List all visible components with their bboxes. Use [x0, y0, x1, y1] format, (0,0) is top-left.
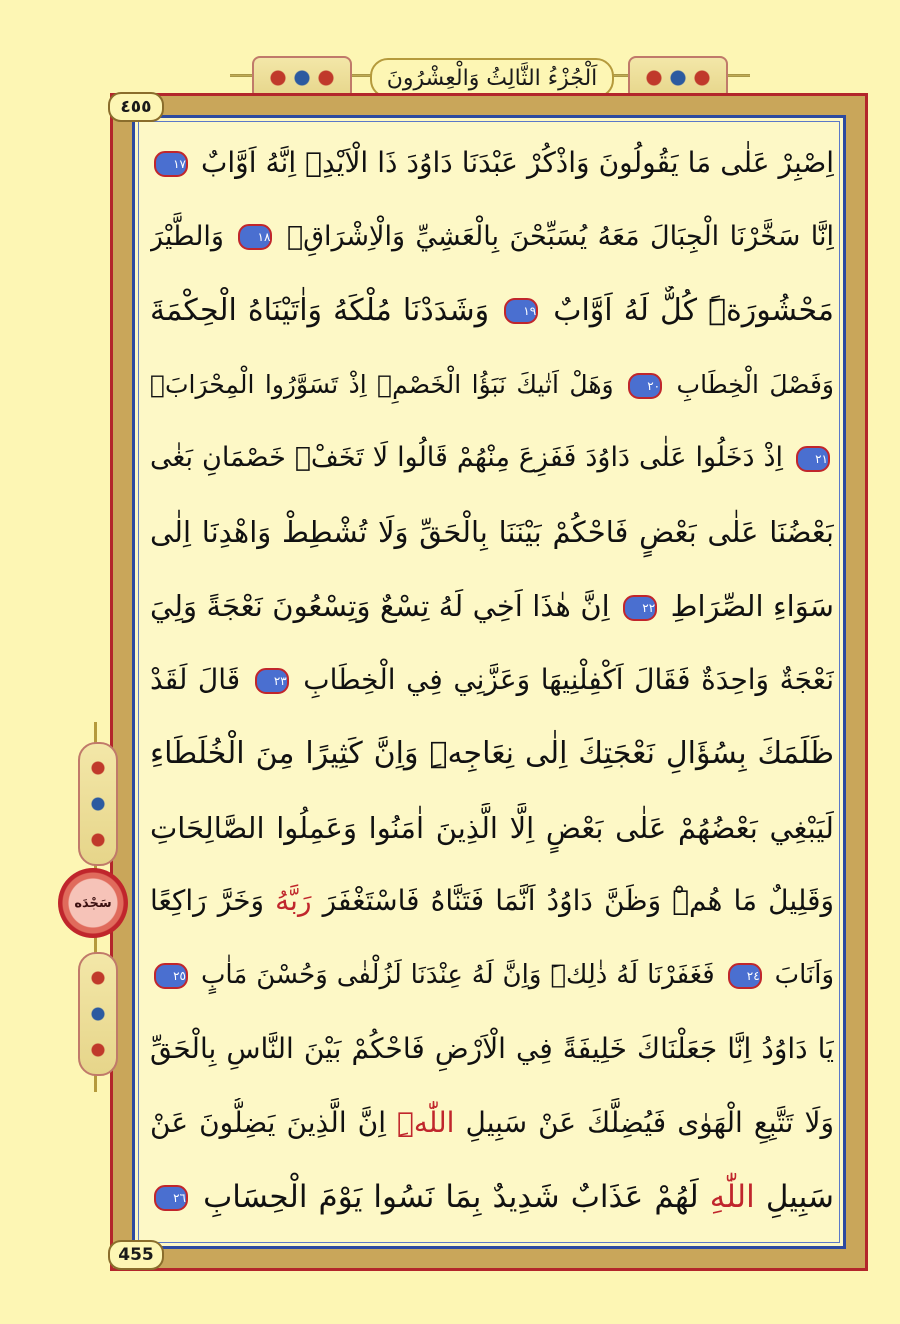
ayah-number-marker: ٢٢	[623, 595, 657, 621]
verse-text: وَلَا تَتَّبِعِ الْهَوٰى فَيُضِلَّكَ عَنْ سَبِيلِ	[465, 1105, 834, 1139]
ayah-number-marker: ٢٤	[728, 963, 762, 989]
verse-text: فَغَفَرْنَا لَهُ ذٰلِكَۜ وَاِنَّ لَهُ عِنْدَنَا لَزُلْفٰى وَحُسْنَ مَاٰبٍ	[200, 960, 715, 991]
verse-text: وَاَنَابَ	[774, 960, 834, 991]
text-line	[150, 212, 834, 268]
verse-text: سَبِيلِ	[765, 1178, 834, 1215]
verse-text: مَحْشُورَةًۜ كُلٌّ لَهُ اَوَّابٌ	[553, 292, 834, 328]
verse-text: وَهَلْ اَتٰيكَ نَبَؤُا الْخَصْمِۢ اِذْ تَسَوَّرُوا الْمِحْرَابَۙ	[150, 369, 614, 399]
text-line	[150, 1172, 834, 1228]
text-line	[150, 138, 834, 194]
verse-text: وَالطَّيْرَ	[150, 220, 224, 252]
text-line	[150, 655, 834, 711]
text-line	[150, 803, 834, 859]
ornament-band-top	[78, 742, 118, 866]
page-number-top: ٤٥٥	[108, 92, 164, 122]
text-line	[150, 729, 834, 785]
verse-text: لَيَبْغِي بَعْضُهُمْ عَلٰى بَعْضٍ اِلَّا الَّذِينَ اٰمَنُوا وَعَمِلُوا الصَّالِحَاتِ	[150, 810, 834, 845]
verse-text: ظَلَمَكَ بِسُؤَالِ نَعْجَتِكَ اِلٰى نِعَاجِهِۜ وَاِنَّ كَثِيرًا مِنَ الْخُلَطَاءِ	[150, 735, 834, 771]
text-line	[150, 507, 834, 563]
verse-text: نَعْجَةٌ وَاحِدَةٌ فَقَالَ اَكْفِلْنِيهَا وَعَزَّنِي فِي الْخِطَابِ	[303, 662, 834, 696]
juz-header	[230, 52, 750, 98]
text-line	[150, 581, 834, 637]
ornament-band-bottom	[78, 952, 118, 1076]
verse-text: بَعْضُنَا عَلٰى بَعْضٍ فَاحْكُمْ بَيْنَنَا بِالْحَقِّ وَلَا تُشْطِطْ وَاهْدِنَا اِلٰى	[150, 515, 834, 550]
ayah-number-marker: ٢٦	[154, 1185, 188, 1211]
verse-text: اِذْ دَخَلُوا عَلٰى دَاوُدَ فَفَزِعَ مِنْهُمْ قَالُوا لَا تَخَفْۚ خَصْمَانِ بَغٰى	[150, 442, 784, 474]
ayah-number-marker: ١٧	[154, 151, 188, 177]
text-line	[150, 876, 834, 932]
divine-name-text: رَبَّهُ	[275, 884, 312, 918]
verse-text: قَالَ لَقَدْ	[150, 662, 241, 696]
ayah-number-marker: ٢١	[796, 446, 830, 472]
juz-title: اَلْجُزْءُ الثَّالِثُ وَالْعِشْرُونَ	[370, 58, 614, 98]
divine-name-text: اللّٰهِۜ	[397, 1105, 455, 1139]
text-line	[150, 433, 834, 489]
quran-text	[150, 138, 834, 1228]
ayah-number-marker: ١٩	[504, 298, 538, 324]
ayah-number-marker: ٢٣	[255, 668, 289, 694]
verse-text: سَوَاءِ الصِّرَاطِ	[670, 589, 834, 624]
verse-text: اِنَّ الَّذِينَ يَضِلُّونَ عَنْ	[150, 1105, 386, 1139]
verse-text: وَشَدَدْنَا مُلْكَهُ وَاٰتَيْنَاهُ الْحِكْمَةَ	[150, 292, 490, 328]
page-number-bottom: 455	[108, 1240, 164, 1270]
text-line	[150, 1098, 834, 1154]
text-line	[150, 1024, 834, 1080]
divine-name-text: اللّٰهِ	[709, 1178, 755, 1215]
sajdah-marker: سَجْدَه	[58, 868, 128, 938]
verse-text: وَخَرَّ رَاكِعًا	[150, 884, 265, 918]
text-line	[150, 360, 834, 416]
verse-text: اِنَّ هٰذَا اَخِي لَهُ تِسْعٌ وَتِسْعُونَ نَعْجَةً وَلِيَ	[150, 589, 610, 624]
ayah-number-marker: ٢٠	[628, 373, 662, 399]
text-line	[150, 950, 834, 1006]
verse-text: وَفَصْلَ الْخِطَابِ	[676, 369, 834, 399]
verse-text: يَا دَاوُدُ اِنَّا جَعَلْنَاكَ خَلِيفَةً فِي الْاَرْضِ فَاحْكُمْ بَيْنَ النَّاسِ بِالْحَقِّ	[150, 1032, 834, 1066]
text-line	[150, 286, 834, 342]
ayah-number-marker: ٢٥	[154, 963, 188, 989]
ayah-number-marker: ١٨	[238, 224, 272, 250]
verse-text: لَهُمْ عَذَابٌ شَدِيدٌ بِمَا نَسُوا يَوْمَ الْحِسَابِ	[203, 1178, 699, 1215]
verse-text: اِنَّا سَخَّرْنَا الْجِبَالَ مَعَهُ يُسَبِّحْنَ بِالْعَشِيِّ وَالْاِشْرَاقِۙ	[286, 220, 834, 252]
verse-text: اِصْبِرْ عَلٰى مَا يَقُولُونَ وَاذْكُرْ عَبْدَنَا دَاوُدَ ذَا الْاَيْدِۚ اِنَّهُ اَوَّابٌ	[201, 146, 834, 179]
verse-text: وَقَلِيلٌ مَا هُمْۜ وَظَنَّ دَاوُدُ اَنَّمَا فَتَنَّاهُ فَاسْتَغْفَرَ	[322, 884, 834, 918]
